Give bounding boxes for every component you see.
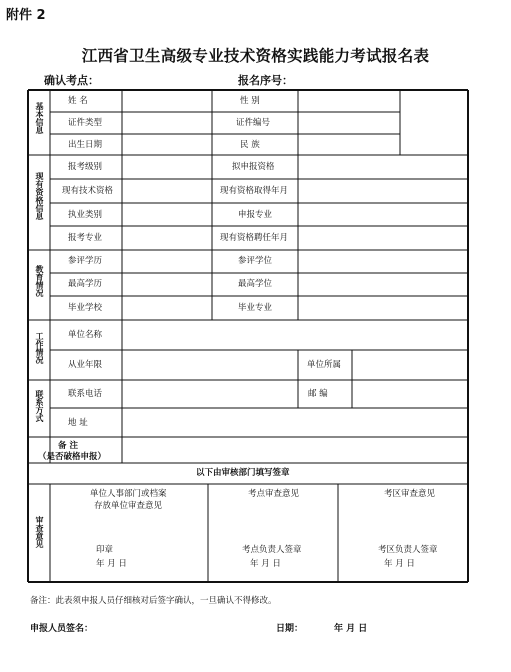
label-highest-education: 最高学历 — [68, 279, 103, 289]
label-current-tech-qualification: 现有技术资格 — [62, 186, 114, 196]
district-sign-label: 考区负责人签章 — [378, 545, 438, 555]
site-review-title: 考点审查意见 — [248, 489, 300, 499]
site-date-label: 年 月 日 — [250, 559, 281, 569]
label-gender: 性 别 — [240, 96, 260, 106]
district-review-title: 考区审查意见 — [384, 489, 436, 499]
label-phone: 联系电话 — [68, 389, 103, 399]
label-years-of-practice: 从业年限 — [68, 360, 103, 370]
site-sign-label: 考点负责人签章 — [242, 545, 302, 555]
form-title: 江西省卫生高级专业技术资格实践能力考试报名表 — [81, 46, 430, 65]
sign-date-blank: 年 月 日 — [334, 624, 368, 634]
sign-date-label: 日期： — [276, 624, 304, 634]
label-name: 姓 名 — [68, 96, 88, 106]
section-education: 教育情况 — [35, 265, 44, 297]
hr-stamp-label: 印章 — [96, 545, 114, 555]
label-qualification-obtained-date: 现有资格取得年月 — [220, 186, 289, 196]
label-employer: 单位名称 — [68, 330, 103, 340]
label-qualification-hired-date: 现有资格聘任年月 — [220, 233, 289, 243]
section-basic-info: 基本信息 — [35, 102, 44, 134]
label-education: 参评学历 — [68, 256, 103, 266]
label-unit-affiliation: 单位所属 — [307, 360, 342, 370]
district-date-label: 年 月 日 — [384, 559, 415, 569]
label-graduate-school: 毕业学校 — [68, 303, 103, 313]
label-birth-date: 出生日期 — [68, 140, 103, 150]
label-apply-qualification: 拟申报资格 — [232, 162, 275, 172]
footnote: 备注：此表须申报人员仔细核对后签字确认，一旦确认不得修改。 — [30, 596, 277, 606]
label-remark-note: （是否破格申报） — [38, 452, 107, 462]
hr-date-label: 年 月 日 — [96, 559, 127, 569]
label-degree: 参评学位 — [238, 256, 273, 266]
hr-review-title-line1: 单位人事部门或档案 — [90, 489, 167, 499]
label-id-number: 证件编号 — [236, 118, 271, 128]
label-address: 地 址 — [68, 418, 88, 428]
label-practice-category: 执业类别 — [68, 210, 103, 220]
label-id-type: 证件类型 — [68, 118, 103, 128]
hr-review-title-line2: 存放单位审查意见 — [94, 501, 163, 511]
section-contact: 联系方式 — [35, 390, 44, 422]
label-exam-level: 报考级别 — [68, 162, 103, 172]
label-exam-major: 报考专业 — [68, 233, 103, 243]
label-graduate-major: 毕业专业 — [238, 303, 273, 313]
attachment-label: 附件 2 — [6, 8, 46, 23]
label-highest-degree: 最高学位 — [238, 279, 273, 289]
label-ethnicity: 民 族 — [240, 140, 260, 150]
label-remark: 备 注 — [58, 441, 78, 451]
review-header: 以下由审核部门填写签章 — [196, 468, 290, 478]
section-review: 审查意见 — [35, 516, 44, 548]
label-apply-major: 申报专业 — [238, 210, 273, 220]
section-current-qualification: 现有资格信息 — [35, 172, 44, 220]
label-postcode: 邮 编 — [308, 389, 328, 399]
signature-label: 申报人员签名： — [30, 624, 94, 634]
registration-number-label: 报名序号： — [238, 74, 293, 87]
exam-site-label: 确认考点： — [44, 74, 99, 87]
section-work: 工作情况 — [35, 332, 44, 364]
